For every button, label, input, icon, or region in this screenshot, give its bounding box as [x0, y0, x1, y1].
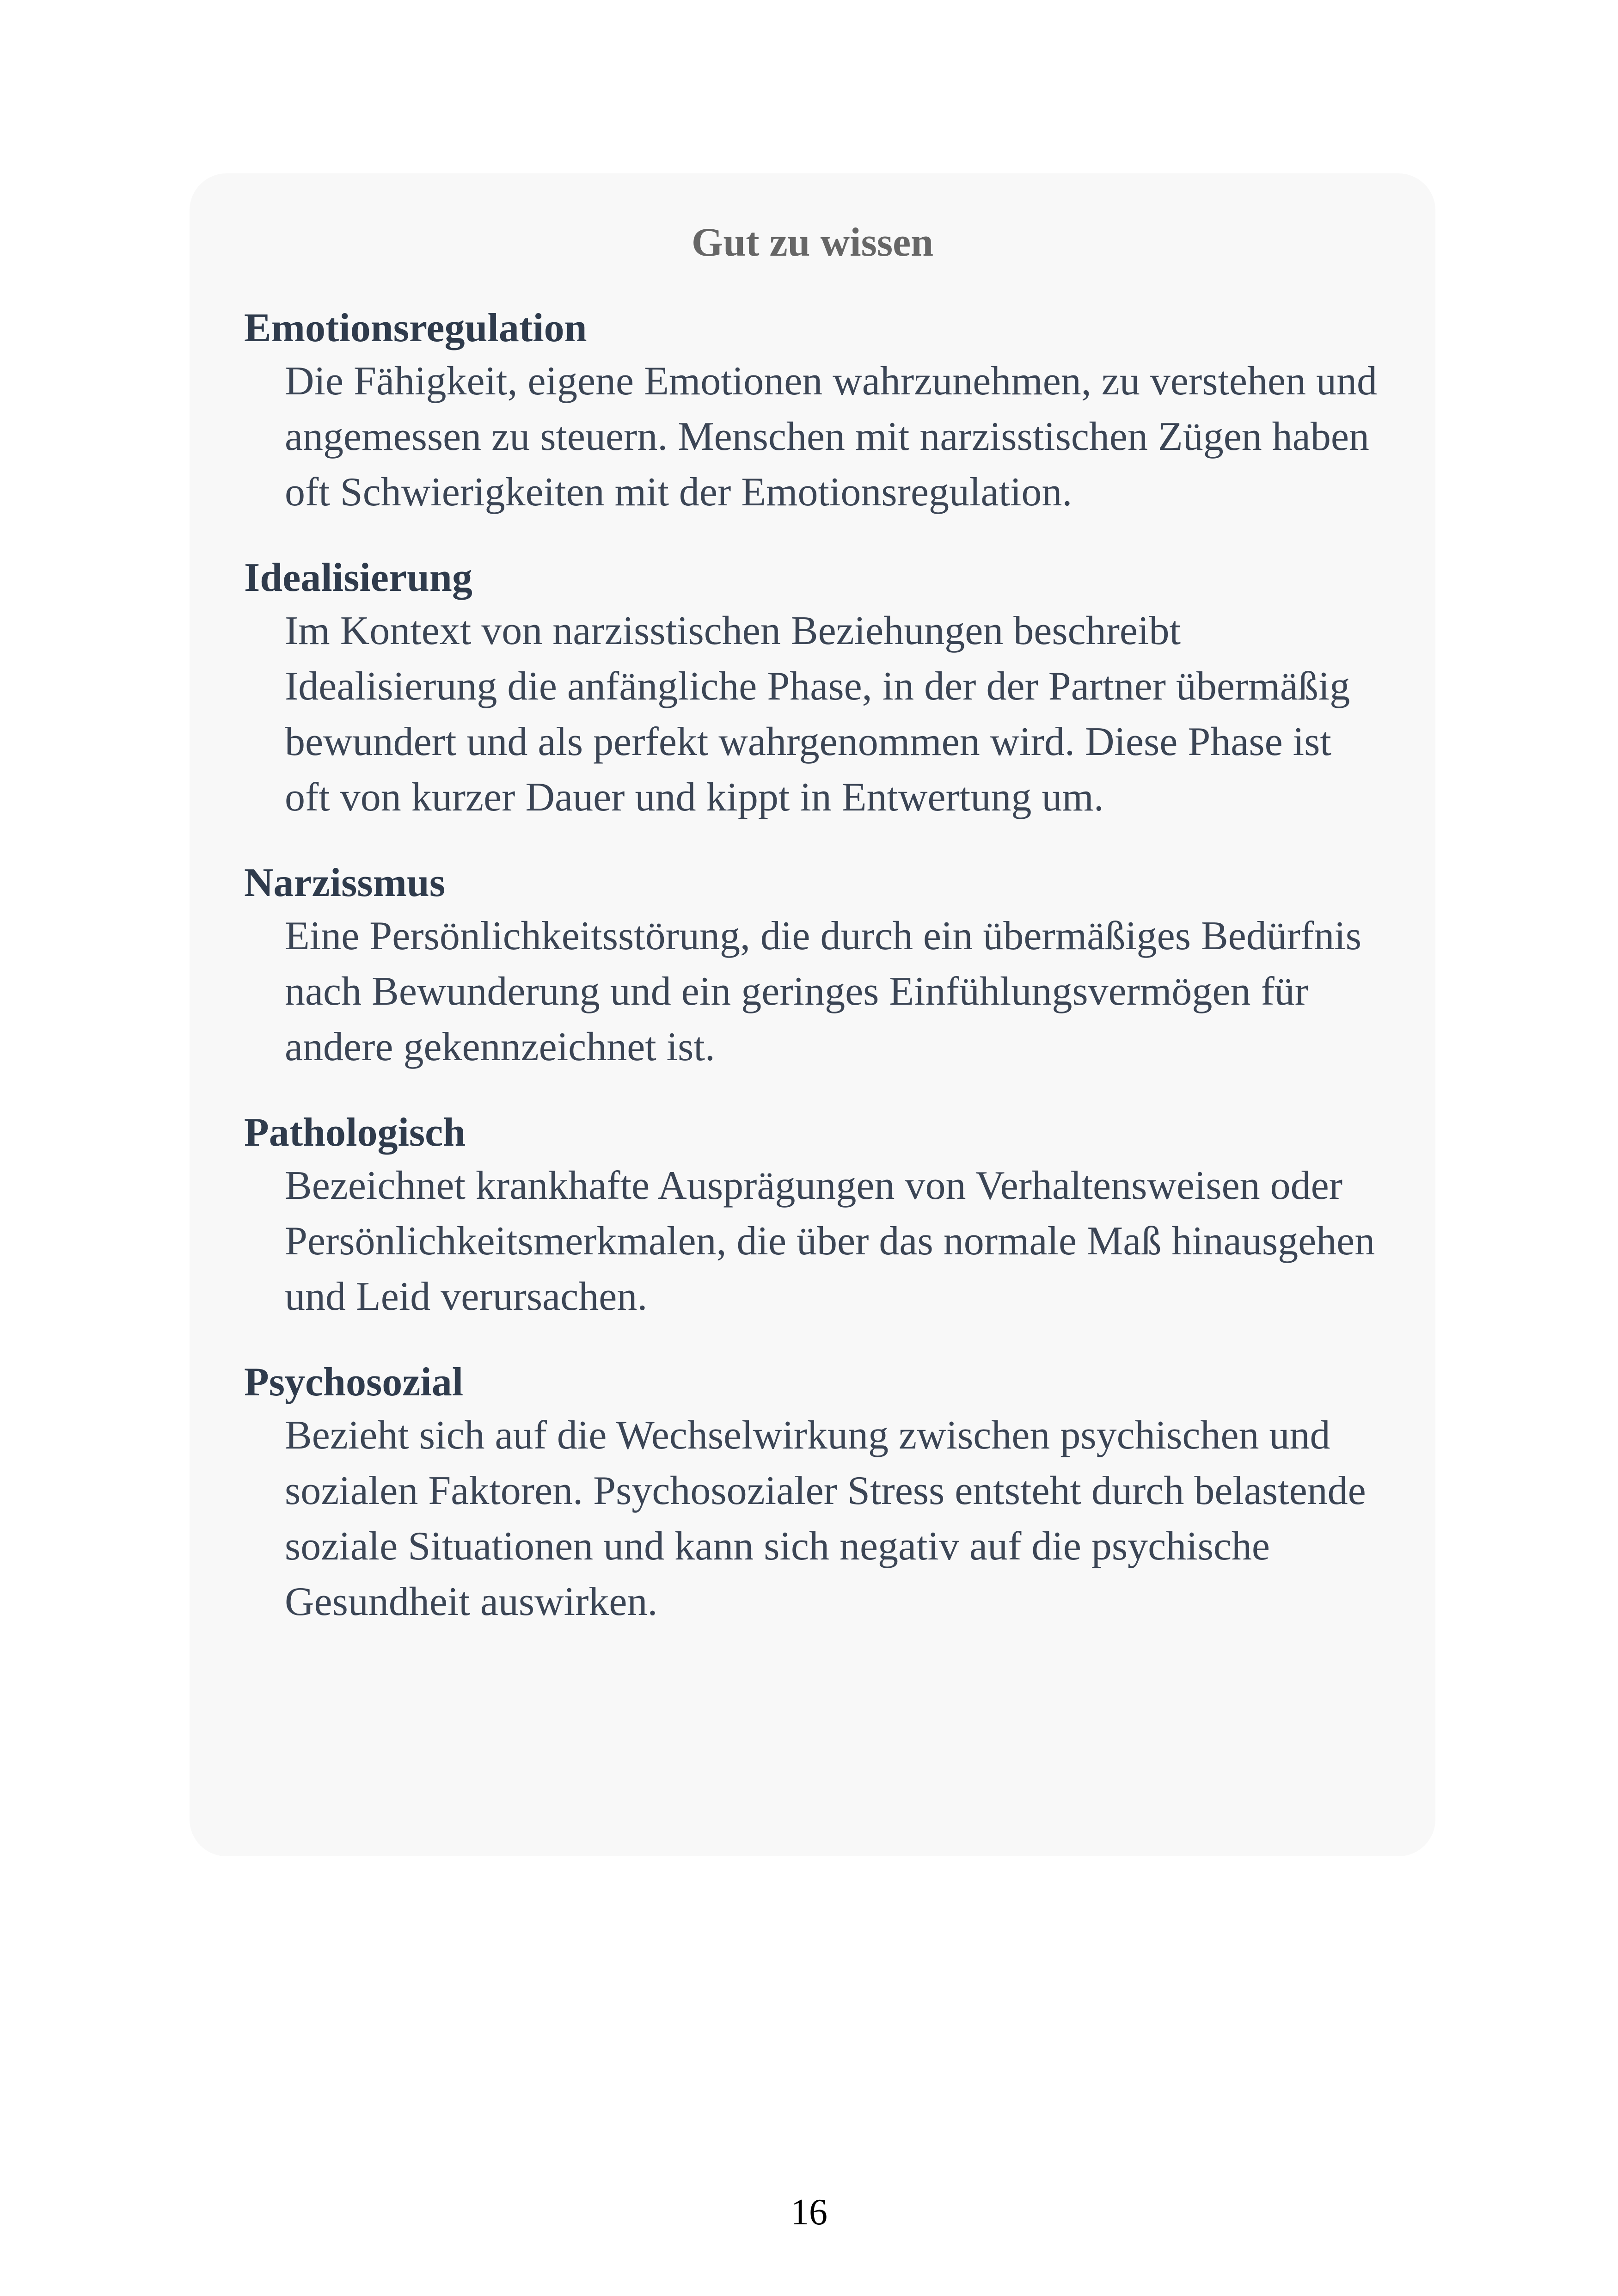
glossary-term: Pathologisch	[244, 1110, 466, 1155]
box-title: Gut zu wissen	[691, 220, 934, 265]
page-number: 16	[791, 2192, 827, 2233]
info-box	[190, 173, 1435, 1856]
glossary-entry-emotionsregulation	[244, 303, 1381, 520]
glossary-entry-narzissmus	[244, 858, 1381, 1075]
glossary-definition: Eine Persönlichkeitsstörung, die durch ein übermäßiges Bedürfnis nach Bewunderung und ein geringes Einfühlungsvermögen für andere gekennzeichnet ist.	[285, 914, 1362, 1069]
glossary-definition: Bezieht sich auf die Wechselwirkung zwischen psychischen und sozialen Faktoren. Psychosozialer Stress entsteht durch belastende soziale Situationen und kann sich negativ auf die psychische Gesundheit auswirken.	[285, 1413, 1366, 1624]
glossary-entry-psychosozial	[244, 1357, 1381, 1630]
glossary-term: Emotionsregulation	[244, 306, 587, 350]
glossary-definition: Im Kontext von narzisstischen Beziehungen beschreibt Idealisierung die anfängliche Phase, in der der Partner übermäßig bewundert und als perfekt wahrgenommen wird. Diese Phase ist oft von kurzer Dauer und kippt in Entwertung um.	[285, 608, 1350, 820]
glossary-entry-pathologisch	[244, 1107, 1381, 1325]
glossary-term: Psychosozial	[244, 1360, 464, 1405]
glossary-definition: Bezeichnet krankhafte Ausprägungen von Verhaltensweisen oder Persönlichkeitsmerkmalen, die über das normale Maß hinausgehen und Leid verursachen.	[285, 1163, 1375, 1319]
glossary-definition: Die Fähigkeit, eigene Emotionen wahrzunehmen, zu verstehen und angemessen zu steuern. Menschen mit narzisstischen Zügen haben oft Schwierigkeiten mit der Emotionsregulation.	[285, 359, 1378, 515]
glossary-term: Idealisierung	[244, 555, 472, 600]
glossary-entry-idealisierung	[244, 553, 1381, 825]
glossary-term: Narzissmus	[244, 860, 446, 905]
